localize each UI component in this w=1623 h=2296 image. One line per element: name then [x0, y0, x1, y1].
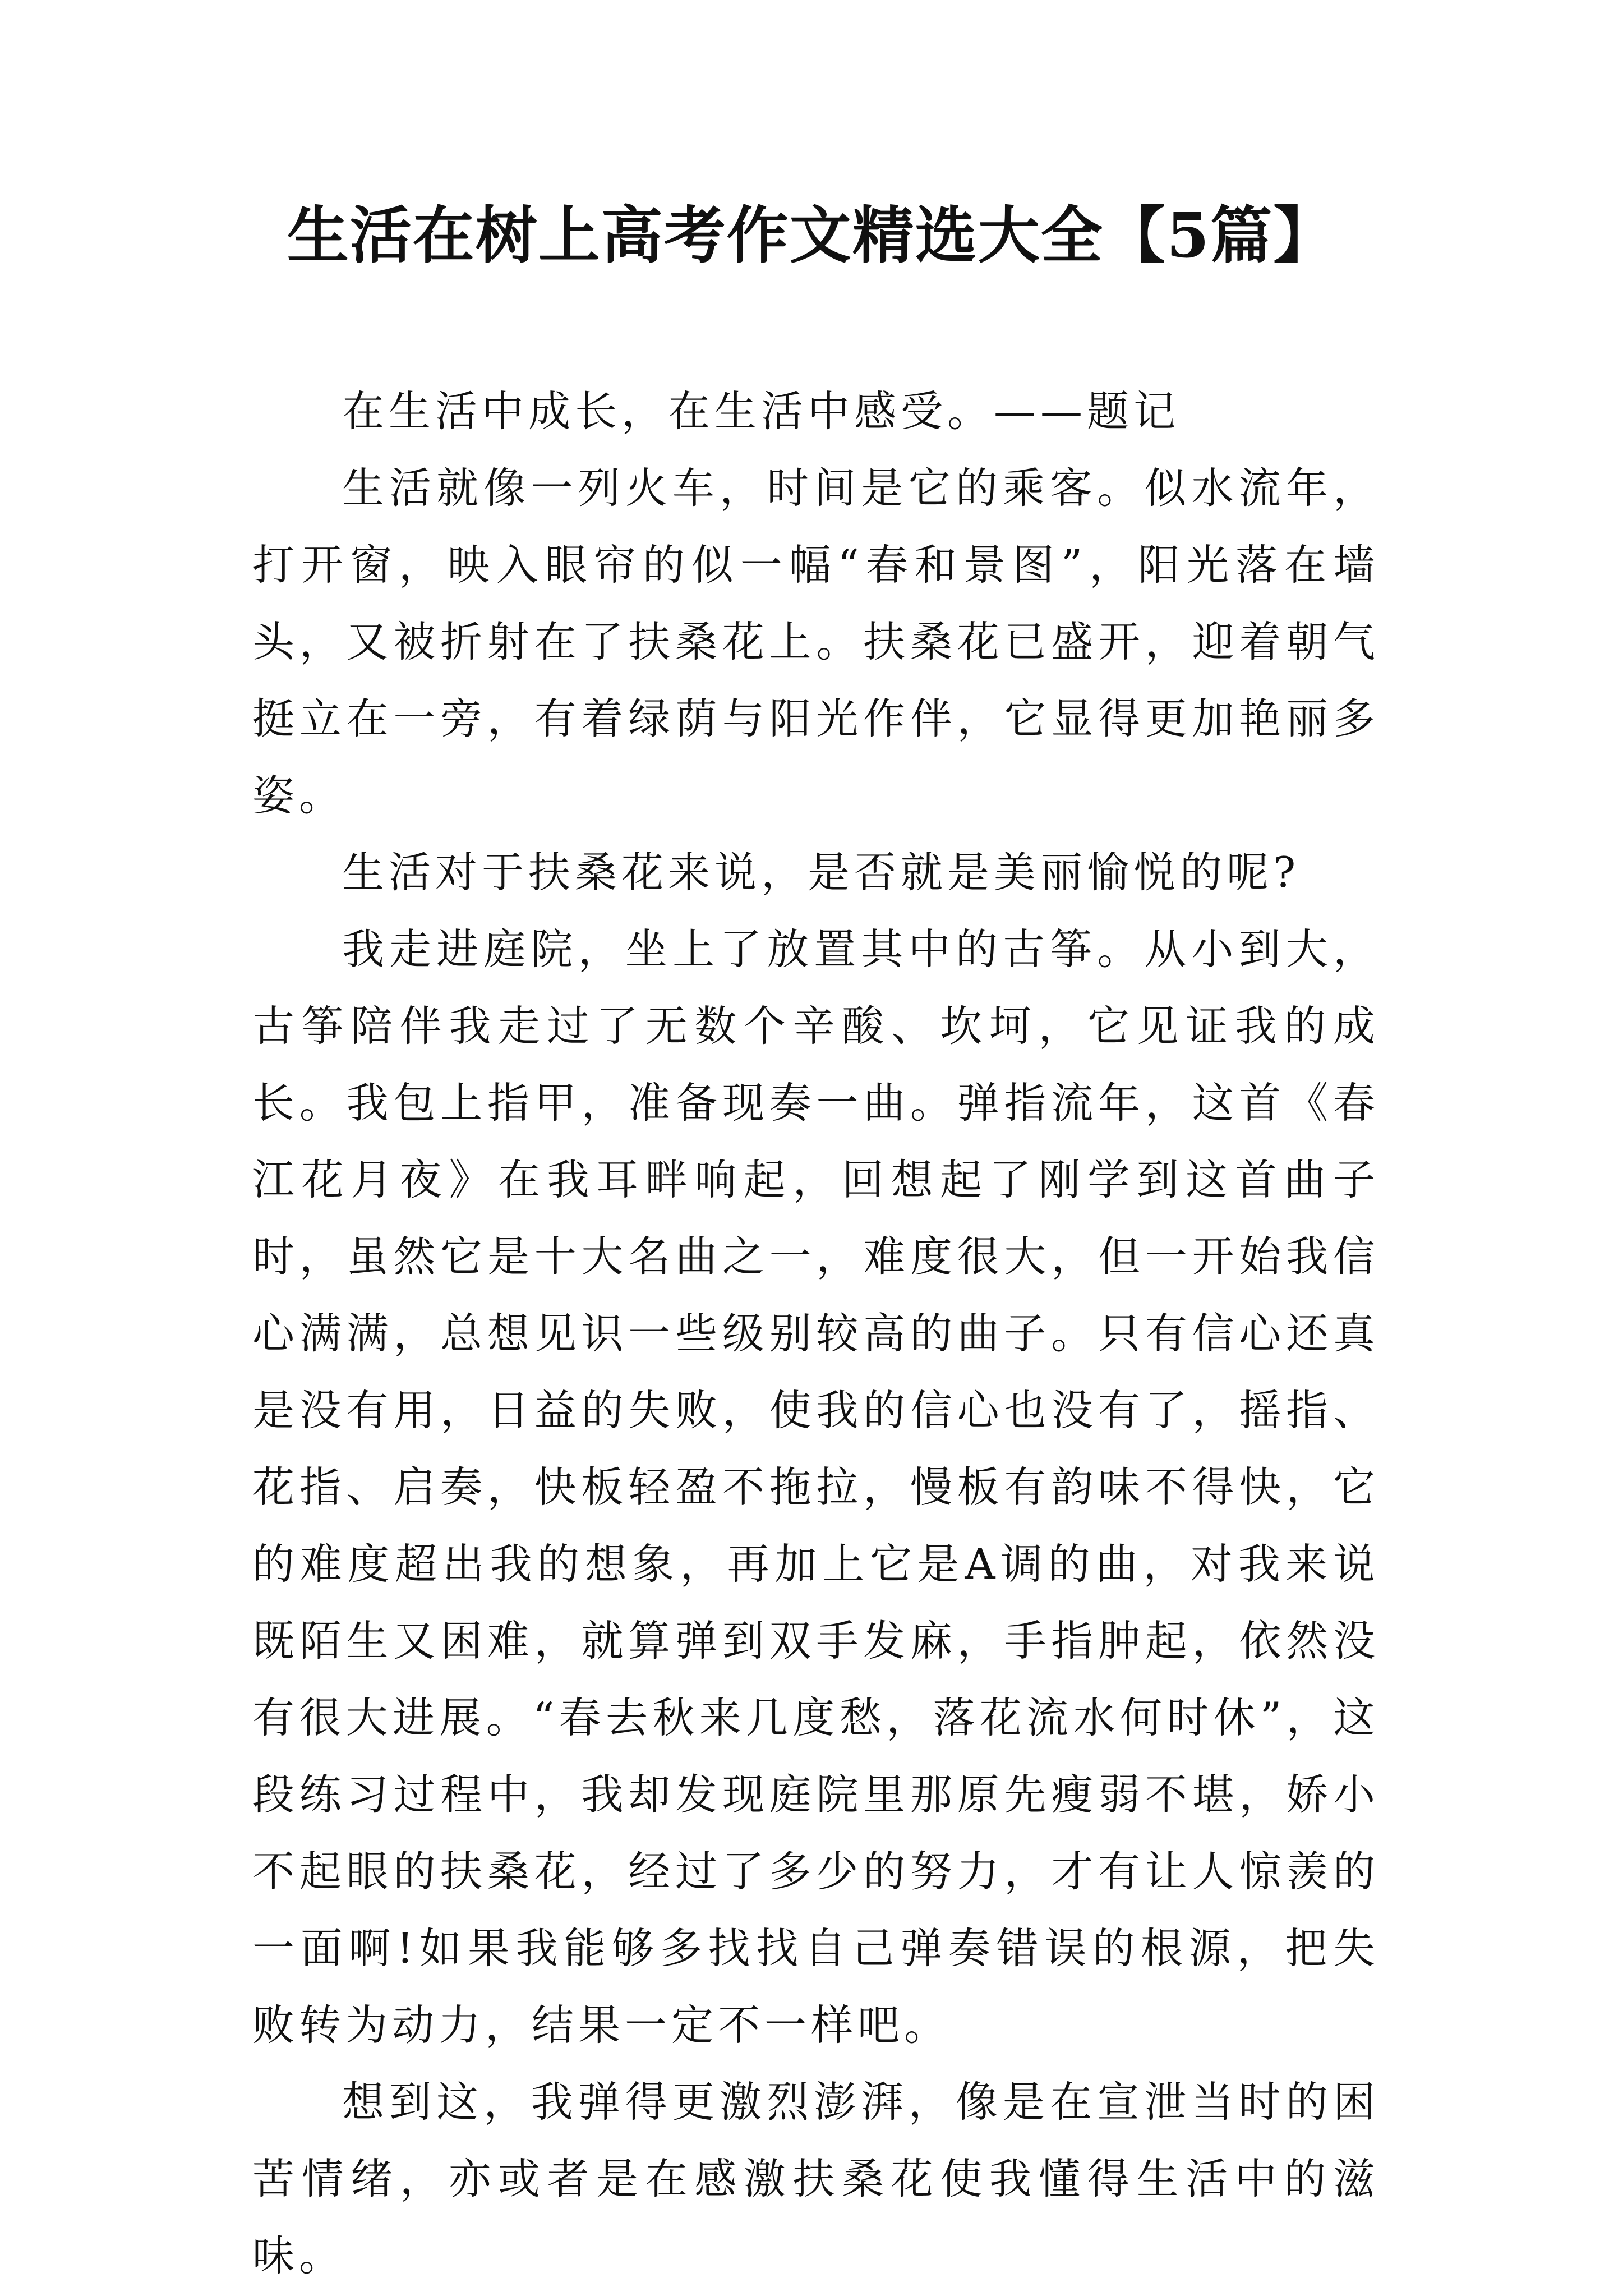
document-title: 生活在树上高考作文精选大全【5篇】: [287, 199, 1336, 272]
paragraph: 我走进庭院，坐上了放置其中的古筝。从小到大，古筝陪伴我走过了无数个辛酸、坎坷，它见证我的成长。我包上指甲，准备现奏一曲。弹指流年，这首《春江花月夜》在我耳畔响起，回想起了刚学到这首曲子时，虽然它是十大名曲之一，难度很大，但一开始我信心满满，总想见识一些级别较高的曲子。只有信心还真是没有用，日益的失败，使我的信心也没有了，摇指、花指、启奏，快板轻盈不拖拉，慢板有韵味不得快，它的难度超出我的想象，再加上它是A调的曲，对我来说既陌生又困难，就算弹到双手发麻，手指肿起，依然没有很大进展。“春去秋来几度愁，落花流水何时休”，这段练习过程中，我却发现庭院里那原先瘦弱不堪，娇小不起眼的扶桑花，经过了多少的努力，才有让人惊羡的一面啊!如果我能够多找找自己弹奏错误的根源，把失败转为动力，结果一定不一样吧。: [252, 924, 1380, 2050]
paragraph: 生活对于扶桑花来说，是否就是美丽愉悦的呢?: [342, 848, 1301, 897]
document-body: [252, 373, 1380, 2294]
paragraph-epigraph: 在生活中成长，在生活中感受。——题记: [342, 386, 1181, 436]
paragraph: 想到这，我弹得更激烈澎湃，像是在宣泄当时的困苦情绪，亦或者是在感激扶桑花使我懂得生活中的滋味。: [252, 2077, 1380, 2280]
paragraph: 生活就像一列火车，时间是它的乘客。似水流年，打开窗，映入眼帘的似一幅“春和景图”，阳光落在墙头，又被折射在了扶桑花上。扶桑花已盛开，迎着朝气挺立在一旁，有着绿荫与阳光作伴，它显得更加艳丽多姿。: [252, 463, 1380, 820]
